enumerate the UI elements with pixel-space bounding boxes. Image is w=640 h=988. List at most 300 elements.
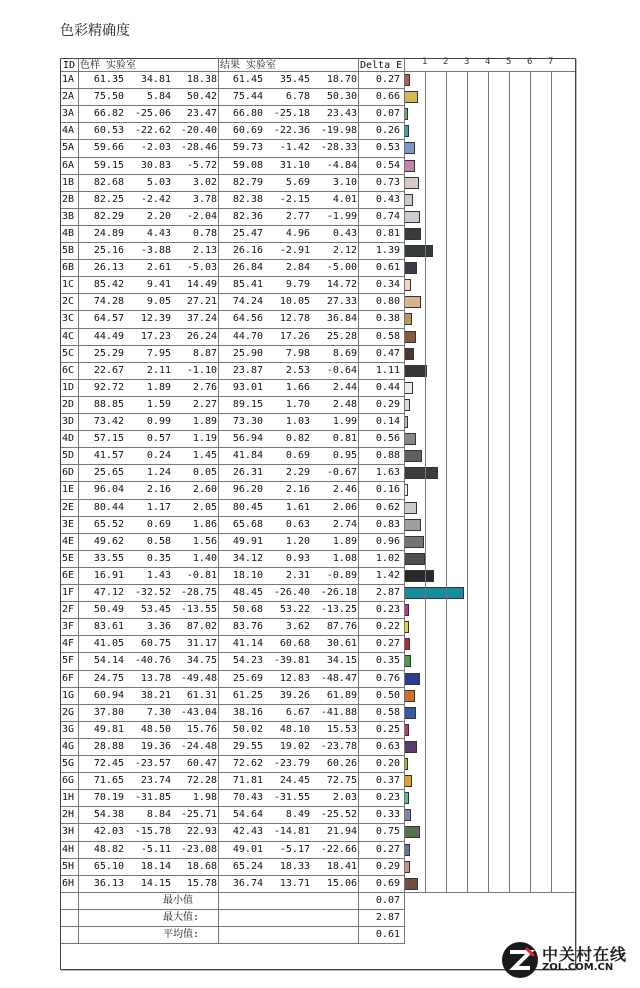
result-lab-value: 1.89	[332, 535, 357, 547]
sample-lab-value: 59.66	[93, 142, 124, 154]
result-lab-value: 85.41	[232, 279, 263, 291]
row-id: 4E	[62, 535, 75, 547]
result-lab-value: 3.62	[285, 621, 310, 633]
delta-e-bar	[404, 826, 420, 838]
sample-lab-value: 48.50	[140, 723, 171, 735]
result-lab-value: 7.98	[285, 347, 310, 359]
sample-lab-value: 27.21	[186, 296, 217, 308]
result-lab-value: 0.82	[285, 433, 310, 445]
sample-lab-value: 9.05	[146, 296, 171, 308]
result-lab-value: -23.78	[320, 740, 357, 752]
sample-lab-value: -23.57	[134, 758, 171, 769]
sample-lab-value: 73.42	[93, 416, 124, 427]
result-lab-value: 50.68	[232, 604, 263, 616]
result-lab-value: 41.14	[232, 638, 263, 650]
summary-divider	[61, 943, 404, 944]
delta-e-value: 0.81	[375, 227, 400, 239]
result-lab-value: -31.55	[273, 792, 310, 804]
result-lab-value: 2.03	[332, 792, 357, 804]
delta-e-value: 0.47	[375, 347, 400, 359]
result-lab-value: 18.10	[232, 569, 263, 581]
sample-lab-value: 49.62	[93, 535, 124, 547]
sample-lab-value: 16.91	[93, 569, 124, 581]
sample-lab-value: 82.68	[93, 176, 124, 188]
row-id: 6H	[62, 877, 75, 889]
result-lab-value: 93.01	[232, 381, 263, 393]
sample-lab-value: -24.48	[180, 740, 217, 752]
sample-lab-value: -5.03	[186, 262, 217, 274]
result-lab-value: 4.96	[285, 227, 310, 239]
sample-lab-value: 92.72	[93, 381, 124, 393]
delta-e-value: 0.16	[375, 484, 400, 496]
delta-e-bar	[404, 655, 411, 667]
sample-lab-value: 23.47	[186, 108, 217, 120]
result-lab-value: 75.44	[232, 91, 263, 103]
delta-e-value: 0.76	[375, 672, 400, 684]
result-lab-value: 8.69	[332, 347, 357, 359]
delta-e-value: 1.39	[375, 245, 400, 256]
delta-e-bar	[404, 775, 412, 787]
row-id: 2G	[62, 706, 75, 718]
result-lab-value: 50.30	[326, 91, 357, 103]
sample-lab-value: 8.84	[146, 809, 171, 821]
sample-lab-value: 15.76	[186, 723, 217, 735]
result-lab-value: -4.84	[326, 159, 357, 171]
scale-tick-label: 7	[548, 57, 554, 67]
sample-lab-value: 82.25	[93, 193, 124, 205]
delta-e-value: 1.42	[375, 569, 400, 581]
result-lab-value: -22.36	[273, 125, 310, 137]
color-accuracy-table	[60, 58, 576, 970]
sample-lab-value: -28.46	[180, 142, 217, 154]
delta-e-value: 0.50	[375, 689, 400, 701]
scale-gridline	[551, 71, 552, 893]
result-lab-value: 36.84	[326, 313, 357, 325]
sample-lab-value: 87.02	[186, 621, 217, 633]
sample-lab-value: 2.20	[146, 210, 171, 222]
delta-e-value: 0.23	[375, 792, 400, 804]
row-id: 5D	[62, 450, 75, 462]
delta-e-value: 0.27	[375, 843, 400, 855]
sample-lab-value: 5.03	[146, 176, 171, 188]
sample-lab-value: 49.81	[93, 723, 124, 735]
delta-e-bar	[404, 707, 416, 719]
scale-tick-label: 3	[464, 57, 470, 67]
result-lab-value: 73.30	[232, 416, 263, 427]
sample-lab-value: 74.28	[93, 296, 124, 308]
result-lab-value: -23.79	[273, 758, 310, 769]
delta-e-value: 0.62	[375, 501, 400, 513]
delta-e-value: 0.88	[375, 450, 400, 462]
result-lab-value: 36.74	[232, 877, 263, 889]
delta-e-bar	[404, 433, 416, 445]
result-lab-value: 61.25	[232, 689, 263, 701]
sample-lab-value: -28.75	[180, 587, 217, 598]
row-id: 4D	[62, 433, 75, 445]
result-lab-value: 59.08	[232, 159, 263, 171]
result-lab-value: 12.78	[279, 313, 310, 325]
sample-lab-value: 30.83	[140, 159, 171, 171]
delta-e-value: 0.34	[375, 279, 400, 291]
delta-e-value: 0.33	[375, 809, 400, 821]
sample-lab-value: 71.65	[93, 775, 124, 787]
result-lab-value: 72.75	[326, 775, 357, 787]
row-id: 2C	[62, 296, 75, 308]
delta-e-value: 0.63	[375, 740, 400, 752]
delta-e-bar	[404, 348, 414, 360]
delta-e-bar	[404, 313, 412, 325]
sample-lab-value: -49.48	[180, 672, 217, 684]
result-lab-value: 60.69	[232, 125, 263, 137]
result-lab-value: 1.08	[332, 552, 357, 564]
sample-lab-value: 1.89	[192, 416, 217, 427]
result-lab-value: 25.69	[232, 672, 263, 684]
sample-lab-value: 1.59	[146, 398, 171, 410]
sample-lab-value: 59.15	[93, 159, 124, 171]
delta-e-bar	[404, 587, 464, 599]
result-lab-value: 27.33	[326, 296, 357, 308]
result-lab-value: 18.41	[326, 860, 357, 872]
result-lab-value: 18.70	[326, 74, 357, 85]
sample-lab-value: -25.06	[134, 108, 171, 120]
result-lab-value: 2.44	[332, 381, 357, 393]
sample-lab-value: 53.45	[140, 604, 171, 616]
sample-lab-value: 7.30	[146, 706, 171, 718]
row-id: 2F	[62, 604, 75, 616]
sample-lab-value: 1.89	[146, 381, 171, 393]
header-id: ID	[63, 60, 76, 71]
result-lab-value: 41.84	[232, 450, 263, 462]
result-lab-value: 23.87	[232, 364, 263, 376]
sample-lab-value: 7.95	[146, 347, 171, 359]
result-lab-value: 2.53	[285, 364, 310, 376]
delta-e-bar	[404, 91, 418, 103]
sample-lab-value: 72.45	[93, 758, 124, 769]
row-id: 6D	[62, 467, 75, 479]
result-lab-value: 2.46	[332, 484, 357, 496]
result-lab-value: -26.40	[273, 587, 310, 598]
sample-lab-value: 75.50	[93, 91, 124, 103]
result-lab-value: 49.01	[232, 843, 263, 855]
scale-tick-label: 1	[422, 57, 428, 67]
delta-e-bar	[404, 878, 418, 890]
result-lab-value: 24.45	[279, 775, 310, 787]
column-divider	[404, 59, 405, 944]
delta-e-bar	[404, 245, 433, 257]
result-lab-value: 48.10	[279, 723, 310, 735]
logo-url: ZOL.COM.CN	[542, 962, 614, 973]
sample-lab-value: 44.49	[93, 330, 124, 342]
sample-lab-value: -15.78	[134, 826, 171, 838]
delta-e-value: 0.27	[375, 638, 400, 650]
result-lab-value: 8.49	[285, 809, 310, 821]
page-title: 色彩精确度	[60, 23, 130, 39]
delta-e-value: 0.37	[375, 775, 400, 787]
delta-e-value: 0.54	[375, 159, 400, 171]
delta-e-bar	[404, 365, 427, 377]
row-id: 1H	[62, 792, 75, 804]
result-lab-value: 50.02	[232, 723, 263, 735]
result-lab-value: 14.72	[326, 279, 357, 291]
sample-lab-value: 60.53	[93, 125, 124, 137]
sample-lab-value: 96.04	[93, 484, 124, 496]
sample-lab-value: 65.10	[93, 860, 124, 872]
result-lab-value: 72.62	[232, 758, 263, 769]
result-lab-value: 31.10	[279, 159, 310, 171]
row-id: 6B	[62, 262, 75, 274]
sample-lab-value: 50.42	[186, 91, 217, 103]
sample-lab-value: 83.61	[93, 621, 124, 633]
result-lab-value: 64.56	[232, 313, 263, 325]
sample-lab-value: 14.15	[140, 877, 171, 889]
result-lab-value: 0.95	[332, 450, 357, 462]
delta-e-bar	[404, 177, 419, 189]
sample-lab-value: 2.05	[192, 501, 217, 513]
result-lab-value: 2.48	[332, 398, 357, 410]
sample-lab-value: 18.38	[186, 74, 217, 85]
delta-e-bar	[404, 536, 424, 548]
result-lab-value: 82.38	[232, 193, 263, 205]
sample-lab-value: 2.27	[192, 398, 217, 410]
row-id: 6C	[62, 364, 75, 376]
result-lab-value: 26.31	[232, 467, 263, 479]
result-lab-value: 82.36	[232, 210, 263, 222]
row-id: 1G	[62, 689, 75, 701]
scale-tick-label: 5	[506, 57, 512, 67]
sample-lab-value: 0.24	[146, 450, 171, 462]
result-lab-value: 15.53	[326, 723, 357, 735]
result-lab-value: 0.93	[285, 552, 310, 564]
delta-e-value: 0.80	[375, 296, 400, 308]
delta-e-value: 0.44	[375, 381, 400, 393]
sample-lab-value: -2.42	[140, 193, 171, 205]
delta-e-bar	[404, 809, 411, 821]
sample-lab-value: 33.55	[93, 552, 124, 564]
sample-lab-value: 15.78	[186, 877, 217, 889]
sample-lab-value: 22.67	[93, 364, 124, 376]
result-lab-value: -41.88	[320, 706, 357, 718]
result-lab-value: -5.17	[279, 843, 310, 855]
result-lab-value: 9.79	[285, 279, 310, 291]
result-lab-value: 34.15	[326, 655, 357, 667]
sample-lab-value: 2.60	[192, 484, 217, 496]
delta-e-bar	[404, 450, 422, 462]
result-lab-value: 65.24	[232, 860, 263, 872]
sample-lab-value: 80.44	[93, 501, 124, 513]
sample-lab-value: 0.35	[146, 552, 171, 564]
result-lab-value: 12.83	[279, 672, 310, 684]
row-id: 1D	[62, 381, 75, 393]
delta-e-value: 0.56	[375, 433, 400, 445]
sample-lab-value: 72.28	[186, 775, 217, 787]
result-lab-value: -25.18	[273, 108, 310, 120]
delta-e-bar	[404, 142, 415, 154]
result-lab-value: 13.71	[279, 877, 310, 889]
row-id: 6F	[62, 672, 75, 684]
result-lab-value: 3.10	[332, 176, 357, 188]
result-lab-value: 56.94	[232, 433, 263, 445]
row-id: 2D	[62, 398, 75, 410]
sample-lab-value: 57.15	[93, 433, 124, 445]
result-lab-value: 60.68	[279, 638, 310, 650]
sample-lab-value: -1.10	[186, 364, 217, 376]
result-lab-value: 38.16	[232, 706, 263, 718]
delta-e-value: 0.61	[375, 262, 400, 274]
delta-e-value: 0.66	[375, 91, 400, 103]
result-lab-value: -19.98	[320, 125, 357, 137]
zol-logo-icon	[500, 940, 540, 980]
row-id: 3E	[62, 518, 75, 530]
delta-e-value: 0.26	[375, 125, 400, 137]
row-id: 1F	[62, 587, 75, 598]
result-lab-value: 65.68	[232, 518, 263, 530]
delta-e-bar	[404, 160, 415, 172]
result-lab-value: 1.66	[285, 381, 310, 393]
row-id: 2B	[62, 193, 75, 205]
result-lab-value: 17.26	[279, 330, 310, 342]
summary-value: 0.61	[375, 929, 400, 940]
result-lab-value: 23.43	[326, 108, 357, 120]
result-lab-value: 80.45	[232, 501, 263, 513]
result-lab-value: 60.26	[326, 758, 357, 769]
row-id: 2H	[62, 809, 75, 821]
result-lab-value: -14.81	[273, 826, 310, 838]
scale-tick-label: 4	[485, 57, 491, 67]
result-lab-value: 1.61	[285, 501, 310, 513]
result-lab-value: 0.43	[332, 227, 357, 239]
sample-lab-value: 8.87	[192, 347, 217, 359]
summary-divider	[61, 909, 404, 910]
delta-e-bar	[404, 228, 421, 240]
header-delta-e: Delta E	[360, 60, 403, 71]
result-lab-value: -2.91	[279, 245, 310, 256]
row-id: 4C	[62, 330, 75, 342]
sample-lab-value: 42.03	[93, 826, 124, 838]
delta-e-value: 0.35	[375, 655, 400, 667]
sample-lab-value: 0.99	[146, 416, 171, 427]
sample-lab-value: 0.78	[192, 227, 217, 239]
scale-tick-label: 2	[443, 57, 449, 67]
result-lab-value: 10.05	[279, 296, 310, 308]
row-id: 6E	[62, 569, 75, 581]
delta-e-value: 0.38	[375, 313, 400, 325]
sample-lab-value: 34.81	[140, 74, 171, 85]
sample-lab-value: 54.38	[93, 809, 124, 821]
result-lab-value: 61.45	[232, 74, 263, 85]
delta-e-bar	[404, 279, 411, 291]
sample-lab-value: -32.52	[134, 587, 171, 598]
delta-e-value: 0.29	[375, 860, 400, 872]
sample-lab-value: 9.41	[146, 279, 171, 291]
delta-e-value: 0.29	[375, 398, 400, 410]
sample-lab-value: 2.76	[192, 381, 217, 393]
result-lab-value: 0.63	[285, 518, 310, 530]
row-id: 3C	[62, 313, 75, 325]
delta-e-value: 0.83	[375, 518, 400, 530]
result-lab-value: 1.70	[285, 398, 310, 410]
row-id: 5G	[62, 758, 75, 769]
result-lab-value: 1.03	[285, 416, 310, 427]
result-lab-value: 6.78	[285, 91, 310, 103]
sample-lab-value: -31.85	[134, 792, 171, 804]
delta-e-value: 0.58	[375, 706, 400, 718]
result-lab-value: 89.15	[232, 398, 263, 410]
sample-lab-value: 25.16	[93, 245, 124, 256]
result-lab-value: 18.33	[279, 860, 310, 872]
delta-e-value: 0.14	[375, 416, 400, 427]
sample-lab-value: 0.05	[192, 467, 217, 479]
sample-lab-value: 1.56	[192, 535, 217, 547]
sample-lab-value: 36.13	[93, 877, 124, 889]
result-lab-value: 30.61	[326, 638, 357, 650]
delta-e-value: 0.07	[375, 108, 400, 120]
scale-gridline	[509, 71, 510, 893]
delta-e-value: 0.75	[375, 826, 400, 838]
result-lab-value: 53.22	[279, 604, 310, 616]
delta-e-value: 0.58	[375, 330, 400, 342]
sample-lab-value: -0.81	[186, 569, 217, 581]
sample-lab-value: 61.31	[186, 689, 217, 701]
logo-name: 中关村在线	[542, 945, 628, 964]
sample-lab-value: 2.13	[192, 245, 217, 256]
result-lab-value: 2.77	[285, 210, 310, 222]
delta-e-value: 1.11	[375, 364, 400, 376]
delta-e-bar	[404, 502, 417, 514]
sample-lab-value: 3.78	[192, 193, 217, 205]
result-lab-value: 42.43	[232, 826, 263, 838]
delta-e-bar	[404, 519, 421, 531]
delta-e-value: 0.22	[375, 621, 400, 633]
result-lab-value: 25.90	[232, 347, 263, 359]
scale-gridline	[488, 71, 489, 893]
result-lab-value: 83.76	[232, 621, 263, 633]
delta-e-value: 0.43	[375, 193, 400, 205]
result-lab-value: 54.64	[232, 809, 263, 821]
result-lab-value: 2.06	[332, 501, 357, 513]
summary-label: 平均值:	[163, 929, 200, 940]
delta-e-bar	[404, 673, 420, 685]
result-lab-value: -39.81	[273, 655, 310, 667]
result-lab-value: -1.42	[279, 142, 310, 154]
delta-e-bar	[404, 570, 434, 582]
sample-lab-value: 47.12	[93, 587, 124, 598]
sample-lab-value: 54.14	[93, 655, 124, 667]
delta-e-bar	[404, 553, 425, 565]
row-id: 5A	[62, 142, 75, 154]
sample-lab-value: 85.42	[93, 279, 124, 291]
result-lab-value: -0.89	[326, 569, 357, 581]
sample-lab-value: 41.57	[93, 450, 124, 462]
sample-lab-value: 25.29	[93, 347, 124, 359]
summary-value: 0.07	[375, 894, 400, 906]
sample-lab-value: -5.72	[186, 159, 217, 171]
sample-lab-value: 82.29	[93, 210, 124, 222]
summary-label: 最大值:	[163, 911, 200, 923]
sample-lab-value: -23.08	[180, 843, 217, 855]
row-id: 6A	[62, 159, 75, 171]
result-lab-value: -0.64	[326, 364, 357, 376]
result-lab-value: 2.31	[285, 569, 310, 581]
sample-lab-value: 70.19	[93, 792, 124, 804]
sample-lab-value: 2.11	[146, 364, 171, 376]
sample-lab-value: 5.84	[146, 91, 171, 103]
delta-e-value: 0.53	[375, 142, 400, 154]
row-id: 3H	[62, 826, 75, 838]
sample-lab-value: 1.40	[192, 552, 217, 564]
row-id: 4F	[62, 638, 75, 650]
delta-e-value: 0.73	[375, 176, 400, 188]
result-lab-value: 2.16	[285, 484, 310, 496]
